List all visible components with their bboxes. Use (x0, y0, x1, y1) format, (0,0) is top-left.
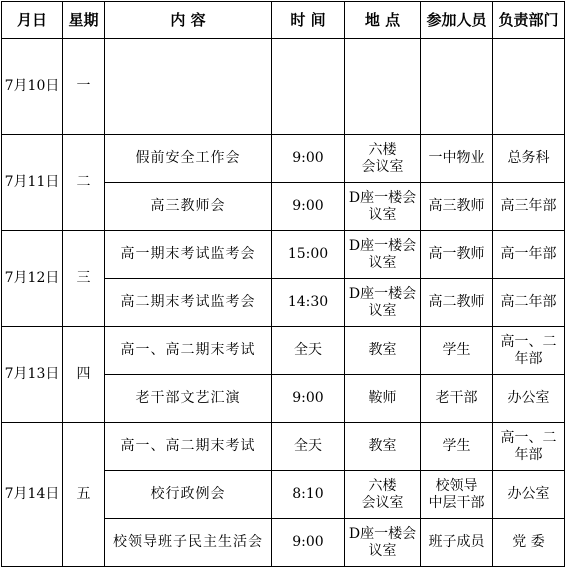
participants-cell: 一中物业 (421, 135, 493, 183)
place-cell: D座一楼会 议室 (345, 183, 421, 231)
dept-cell: 高一年部 (493, 231, 565, 279)
dept-cell: 高三年部 (493, 183, 565, 231)
dept-cell: 办公室 (493, 471, 565, 519)
place-cell: 鞍师 (345, 375, 421, 423)
content-cell: 高一、高二期末考试 (105, 423, 272, 471)
time-cell: 全天 (272, 327, 345, 375)
place-cell: D座一楼会 议室 (345, 279, 421, 327)
weekday-cell: 一 (63, 39, 105, 135)
participants-cell: 校领导 中层干部 (421, 471, 493, 519)
dept-cell: 总务科 (493, 135, 565, 183)
content-cell: 老干部文艺汇演 (105, 375, 272, 423)
content-cell: 高三教师会 (105, 183, 272, 231)
dept-cell: 高二年部 (493, 279, 565, 327)
time-cell: 9:00 (272, 135, 345, 183)
content-cell: 假前安全工作会 (105, 135, 272, 183)
weekday-cell: 五 (63, 423, 105, 567)
content-cell: 校行政例会 (105, 471, 272, 519)
date-cell: 7月10日 (2, 39, 63, 135)
date-cell: 7月14日 (2, 423, 63, 567)
participants-cell: 高三教师 (421, 183, 493, 231)
participants-cell: 高二教师 (421, 279, 493, 327)
time-cell: 14:30 (272, 279, 345, 327)
participants-cell: 学生 (421, 327, 493, 375)
header-participants: 参加人员 (421, 2, 493, 39)
time-cell: 8:10 (272, 471, 345, 519)
participants-cell: 班子成员 (421, 519, 493, 567)
dept-cell: 党 委 (493, 519, 565, 567)
date-cell: 7月11日 (2, 135, 63, 231)
dept-cell: 高一、二 年部 (493, 327, 565, 375)
participants-cell: 学生 (421, 423, 493, 471)
place-cell (345, 39, 421, 135)
table-row (2, 327, 565, 375)
date-cell: 7月13日 (2, 327, 63, 423)
time-cell: 9:00 (272, 183, 345, 231)
place-cell: 教室 (345, 327, 421, 375)
weekday-cell: 三 (63, 231, 105, 327)
header-content: 内 容 (105, 2, 272, 39)
time-cell: 15:00 (272, 231, 345, 279)
header-date: 月日 (2, 2, 63, 39)
content-cell (105, 39, 272, 135)
dept-cell: 办公室 (493, 375, 565, 423)
place-cell: 教室 (345, 423, 421, 471)
place-cell: 六楼 会议室 (345, 471, 421, 519)
participants-cell: 老干部 (421, 375, 493, 423)
table-row (2, 39, 565, 135)
participants-cell (421, 39, 493, 135)
content-cell: 高二期末考试监考会 (105, 279, 272, 327)
place-cell: D座一楼会 议室 (345, 519, 421, 567)
weekday-cell: 四 (63, 327, 105, 423)
time-cell: 9:00 (272, 519, 345, 567)
weekly-schedule-table (1, 1, 565, 567)
header-weekday: 星期 (63, 2, 105, 39)
content-cell: 高一期末考试监考会 (105, 231, 272, 279)
time-cell: 全天 (272, 423, 345, 471)
table-row (2, 135, 565, 183)
weekday-cell: 二 (63, 135, 105, 231)
header-place: 地 点 (345, 2, 421, 39)
table-row (2, 423, 565, 471)
header-time: 时 间 (272, 2, 345, 39)
table-row (2, 231, 565, 279)
dept-cell (493, 39, 565, 135)
header-dept: 负责部门 (493, 2, 565, 39)
date-cell: 7月12日 (2, 231, 63, 327)
place-cell: 六楼 会议室 (345, 135, 421, 183)
participants-cell: 高一教师 (421, 231, 493, 279)
time-cell: 9:00 (272, 375, 345, 423)
header-row (2, 2, 565, 39)
content-cell: 校领导班子民主生活会 (105, 519, 272, 567)
content-cell: 高一、高二期末考试 (105, 327, 272, 375)
place-cell: D座一楼会 议室 (345, 231, 421, 279)
time-cell (272, 39, 345, 135)
dept-cell: 高一、二 年部 (493, 423, 565, 471)
